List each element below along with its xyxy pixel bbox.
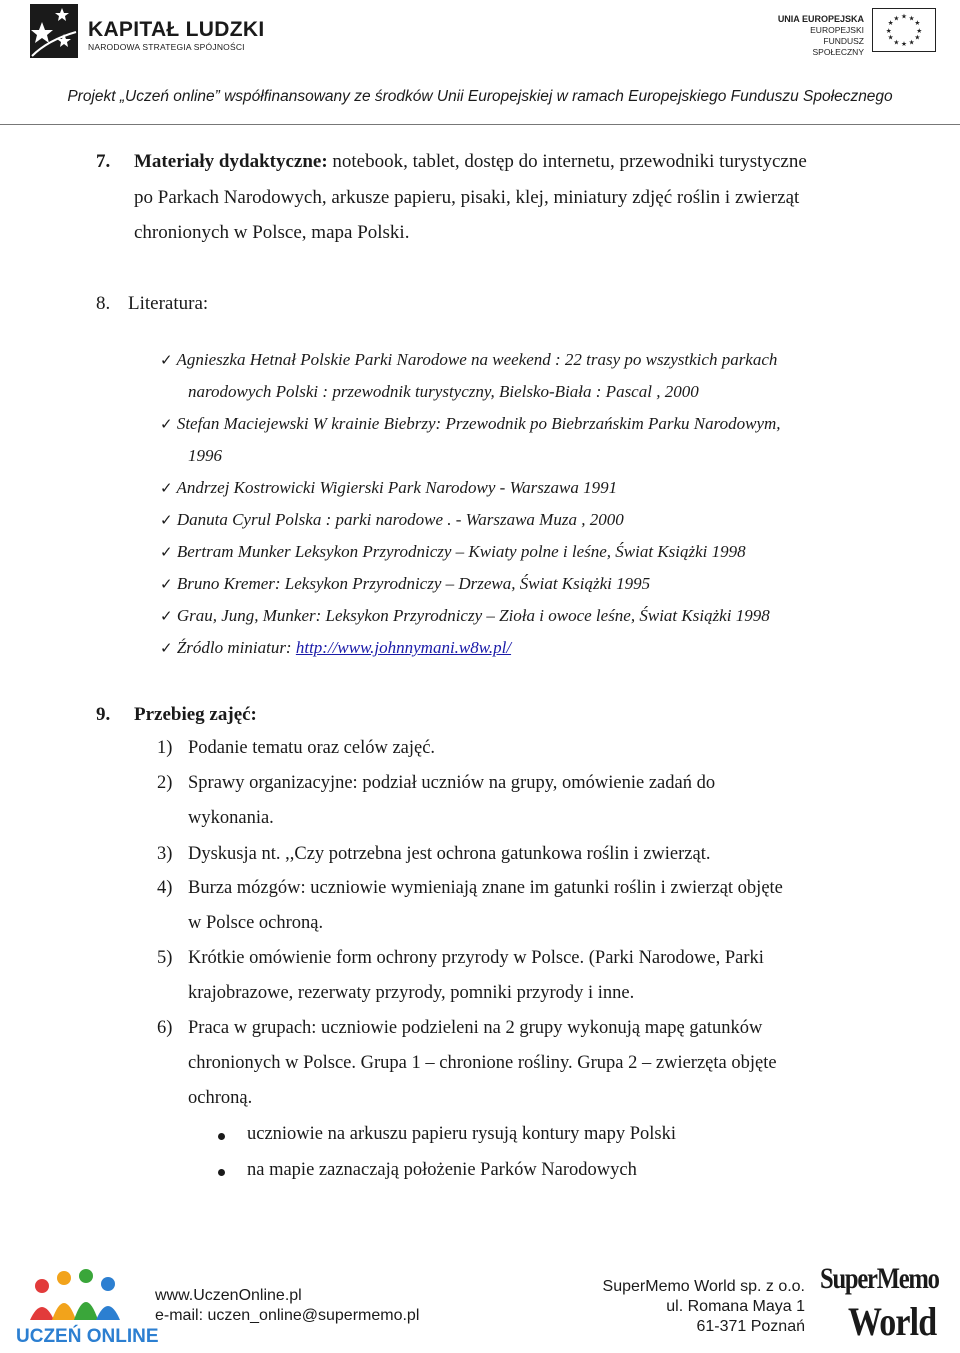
footer-website: www.UczenOnline.pl: [155, 1287, 302, 1304]
step-text: Burza mózgów: uczniowie wymieniają znane im gatunki roślin i zwierząt objęte: [188, 878, 783, 898]
step-number: 5): [157, 948, 173, 968]
eu-flag-icon: [872, 8, 936, 52]
supermemo-world-logo: [820, 1260, 940, 1350]
eu-logo-text: [772, 14, 864, 58]
bullet-dot-icon: [218, 1169, 225, 1176]
svg-text:★: ★: [901, 12, 907, 21]
header-divider: [0, 124, 960, 125]
miniatures-source-link[interactable]: http://www.johnnymani.w8w.pl/: [295, 638, 512, 657]
eu-line-2: EUROPEJSKI: [810, 25, 864, 35]
step-number: 1): [157, 738, 173, 758]
checkmark-icon: ✓: [160, 511, 173, 529]
svg-text:★: ★: [916, 26, 923, 35]
step-number: 3): [157, 844, 173, 864]
section-7-number: 7.: [96, 151, 111, 172]
section-7-line-2: po Parkach Narodowych, arkusze papieru, pisaki, klej, miniatury zdjęć roślin i zwierząt: [134, 187, 800, 208]
section-7-line-3: chronionych w Polsce, mapa Polski.: [134, 222, 410, 243]
checkmark-icon: ✓: [160, 415, 173, 433]
section-7-heading: Materiały dydaktyczne:: [134, 151, 328, 172]
checkmark-icon: ✓: [160, 479, 173, 497]
step-number: 2): [157, 773, 173, 793]
svg-text:★: ★: [887, 19, 894, 28]
step-text: Krótkie omówienie form ochrony przyrody w Polsce. (Parki Narodowe, Parki: [188, 948, 764, 968]
step-number: 6): [157, 1018, 173, 1038]
uczen-online-logo-text: UCZEŃ ONLINE: [16, 1326, 159, 1347]
eu-line-3: FUNDUSZ SPOŁECZNY: [812, 36, 864, 57]
step-text: Sprawy organizacyjne: podział uczniów na grupy, omówienie zadań do: [188, 773, 716, 793]
literature-item: ✓ Stefan Maciejewski W krainie Biebrzy: Przewodnik po Biebrzańskim Parku Narodowym,: [160, 414, 781, 433]
project-cofinancing-line: Projekt „Uczeń online” współfinansowany ze środków Unii Europejskiej w ramach Europejskiego Funduszu Społecznego: [67, 88, 893, 105]
kapital-ludzki-title: KAPITAŁ LUDZKI: [88, 18, 265, 41]
literature-item: ✓ Bruno Kremer: Leksykon Przyrodniczy – Drzewa, Świat Książki 1995: [160, 574, 651, 593]
literature-item: ✓ Bertram Munker Leksykon Przyrodniczy – Kwiaty polne i leśne, Świat Książki 1998: [160, 542, 746, 561]
svg-text:★: ★: [893, 14, 900, 23]
literature-item: ✓ Grau, Jung, Munker: Leksykon Przyrodniczy – Zioła i owoce leśne, Świat Książki 1998: [160, 606, 770, 625]
svg-text:★: ★: [908, 38, 915, 47]
footer-street: ul. Romana Maya 1: [666, 1298, 805, 1315]
footer-company: SuperMemo World sp. z o.o.: [602, 1278, 805, 1295]
bullet-dot-icon: [218, 1133, 225, 1140]
svg-text:★: ★: [901, 40, 907, 49]
checkmark-icon: ✓: [160, 575, 173, 593]
svg-text:★: ★: [885, 26, 892, 35]
uczen-online-logo: [14, 1264, 159, 1350]
eu-logo: [772, 8, 940, 57]
checkmark-icon: ✓: [160, 639, 173, 657]
step-text: Dyskusja nt. ,,Czy potrzebna jest ochrona gatunkowa roślin i zwierząt.: [188, 844, 711, 864]
footer-email: e-mail: uczen_online@supermemo.pl: [155, 1307, 420, 1324]
step-text-continued: ochroną.: [188, 1088, 253, 1108]
section-7-line-1: Materiały dydaktyczne: notebook, tablet, dostęp do internetu, przewodniki turystyczne: [134, 151, 807, 172]
step-text-continued: w Polsce ochroną.: [188, 913, 324, 933]
kapital-ludzki-logo: [28, 2, 268, 62]
bullet-item: na mapie zaznaczają położenie Parków Narodowych: [247, 1160, 637, 1180]
step-text: Praca w grupach: uczniowie podzieleni na 2 grupy wykonują mapę gatunków: [188, 1018, 763, 1038]
literature-item: ✓ Danuta Cyrul Polska : parki narodowe . - Warszawa Muza , 2000: [160, 510, 624, 529]
footer-city: 61-371 Poznań: [696, 1318, 805, 1335]
section-8-heading: Literatura:: [128, 293, 209, 314]
svg-text:★: ★: [908, 14, 915, 23]
kapital-ludzki-emblem-icon: [28, 2, 80, 60]
svg-text:★: ★: [914, 19, 921, 28]
uczen-online-people-icon: [14, 1264, 140, 1324]
checkmark-icon: ✓: [160, 607, 173, 625]
step-text-continued: krajobrazowe, rezerwaty przyrody, pomniki przyrody i inne.: [188, 983, 635, 1003]
miniatures-source: ✓ Źródlo miniatur: http://www.johnnymani.w8w.pl/: [160, 638, 512, 657]
step-number: 4): [157, 878, 173, 898]
step-text-continued: chronionych w Polsce. Grupa 1 – chronione rośliny. Grupa 2 – zwierzęta objęte: [188, 1053, 777, 1073]
section-9-number: 9.: [96, 704, 111, 725]
supermemo-logo-line-1: SuperMemo: [820, 1262, 939, 1295]
checkmark-icon: ✓: [160, 351, 173, 369]
literature-item: ✓ Agnieszka Hetnał Polskie Parki Narodowe na weekend : 22 trasy po wszystkich parkach: [160, 350, 778, 369]
supermemo-logo-line-2: World: [848, 1299, 937, 1344]
svg-text:★: ★: [887, 33, 894, 42]
svg-text:★: ★: [914, 33, 921, 42]
section-8-number: 8.: [96, 293, 111, 314]
checkmark-icon: ✓: [160, 543, 173, 561]
bullet-item: uczniowie na arkuszu papieru rysują kontury mapy Polski: [247, 1124, 676, 1144]
literature-item-continued: narodowych Polski : przewodnik turystyczny, Bielsko-Biała : Pascal , 2000: [188, 382, 699, 401]
step-text: Podanie tematu oraz celów zajęć.: [188, 738, 436, 758]
literature-item-continued: 1996: [188, 446, 222, 465]
literature-item: ✓ Andrzej Kostrowicki Wigierski Park Narodowy - Warszawa 1991: [160, 478, 618, 497]
section-9-heading: Przebieg zajęć:: [134, 704, 257, 725]
kapital-ludzki-subtitle: NARODOWA STRATEGIA SPÓJNOŚCI: [88, 42, 245, 52]
eu-line-1: UNIA EUROPEJSKA: [777, 14, 864, 24]
svg-text:★: ★: [893, 38, 900, 47]
step-text-continued: wykonania.: [188, 808, 274, 828]
